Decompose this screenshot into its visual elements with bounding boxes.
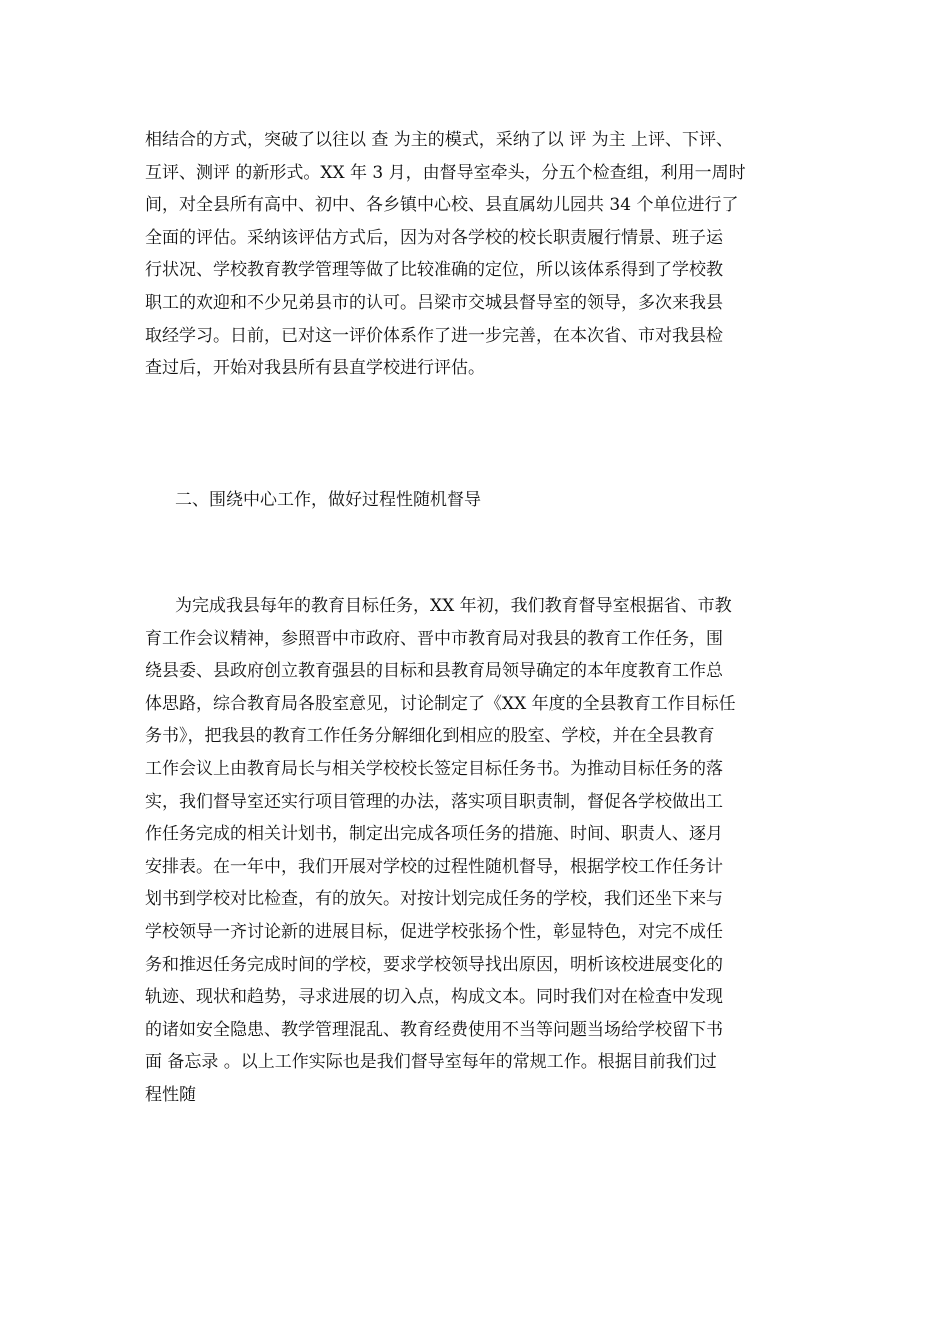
paragraph-line: 安排表。在一年中，我们开展对学校的过程性随机督导，根据学校工作任务计 bbox=[145, 856, 723, 877]
paragraph-line: 划书到学校对比检查，有的放矢。对按计划完成任务的学校，我们还坐下来与 bbox=[145, 889, 723, 910]
paragraph-line: 绕县委、县政府创立教育强县的目标和县教育局领导确定的本年度教育工作总 bbox=[145, 661, 723, 682]
paragraph-line: 间，对全县所有高中、初中、各乡镇中心校、县直属幼儿园共 34 个单位进行了 bbox=[145, 195, 739, 216]
paragraph-line: 的诸如安全隐患、教学管理混乱、教育经费使用不当等问题当场给学校留下书 bbox=[145, 1019, 723, 1040]
paragraph-line: 作任务完成的相关计划书，制定出完成各项任务的措施、时间、职责人、逐月 bbox=[145, 824, 723, 845]
paragraph-line: 面 备忘录 。以上工作实际也是我们督导室每年的常规工作。根据目前我们过 bbox=[145, 1052, 717, 1073]
paragraph-line: 育工作会议精神，参照晋中市政府、晋中市教育局对我县的教育工作任务，围 bbox=[145, 628, 723, 649]
section-heading-block bbox=[145, 484, 815, 517]
paragraph-line: 务和推迟任务完成时间的学校，要求学校领导找出原因，明析该校进展变化的 bbox=[145, 954, 723, 975]
paragraph-line: 工作会议上由教育局长与相关学校校长签定目标任务书。为推动目标任务的落 bbox=[145, 758, 723, 779]
paragraph-line: 查过后，开始对我县所有县直学校进行评估。 bbox=[145, 358, 485, 379]
paragraph-line: 轨迹、现状和趋势，寻求进展的切入点，构成文本。同时我们对在检查中发现 bbox=[145, 987, 723, 1008]
paragraph-line: 职工的欢迎和不少兄弟县市的认可。吕梁市交城县督导室的领导，多次来我县 bbox=[145, 292, 723, 313]
paragraph-line: 为完成我县每年的教育目标任务，XX 年初，我们教育督导室根据省、市教 bbox=[175, 596, 732, 616]
section-heading: 二、围绕中心工作，做好过程性随机督导 bbox=[175, 490, 481, 510]
paragraph-line: 取经学习。日前，已对这一评价体系作了进一步完善，在本次省、市对我县检 bbox=[145, 325, 723, 346]
paragraph-line: 全面的评估。采纳该评估方式后，因为对各学校的校长职责履行情景、班子运 bbox=[145, 227, 723, 248]
paragraph-line: 程性随 bbox=[145, 1084, 196, 1105]
paragraph-line: 实，我们督导室还实行项目管理的办法，落实项目职责制，督促各学校做出工 bbox=[145, 791, 723, 812]
paragraph-line: 互评、测评 的新形式。XX 年 3 月，由督导室牵头，分五个检查组，利用一周时 bbox=[145, 162, 746, 183]
paragraph-line: 相结合的方式，突破了以往以 查 为主的模式，采纳了以 评 为主 上评、下评、 bbox=[145, 130, 734, 150]
paragraph-line: 务书》，把我县的教育工作任务分解细化到相应的股室、学校，并在全县教育 bbox=[145, 726, 715, 747]
paragraph-line: 体思路，综合教育局各股室意见，讨论制定了《XX 年度的全县教育工作目标任 bbox=[145, 693, 736, 714]
paragraph-evaluation-method bbox=[145, 124, 815, 385]
paragraph-line: 学校领导一齐讨论新的进展目标，促进学校张扬个性，彰显特色，对完不成任 bbox=[145, 921, 723, 942]
paragraph-line: 行状况、学校教育教学管理等做了比较准确的定位，所以该体系得到了学校教 bbox=[145, 260, 723, 281]
paragraph-process-supervision bbox=[145, 590, 815, 1112]
